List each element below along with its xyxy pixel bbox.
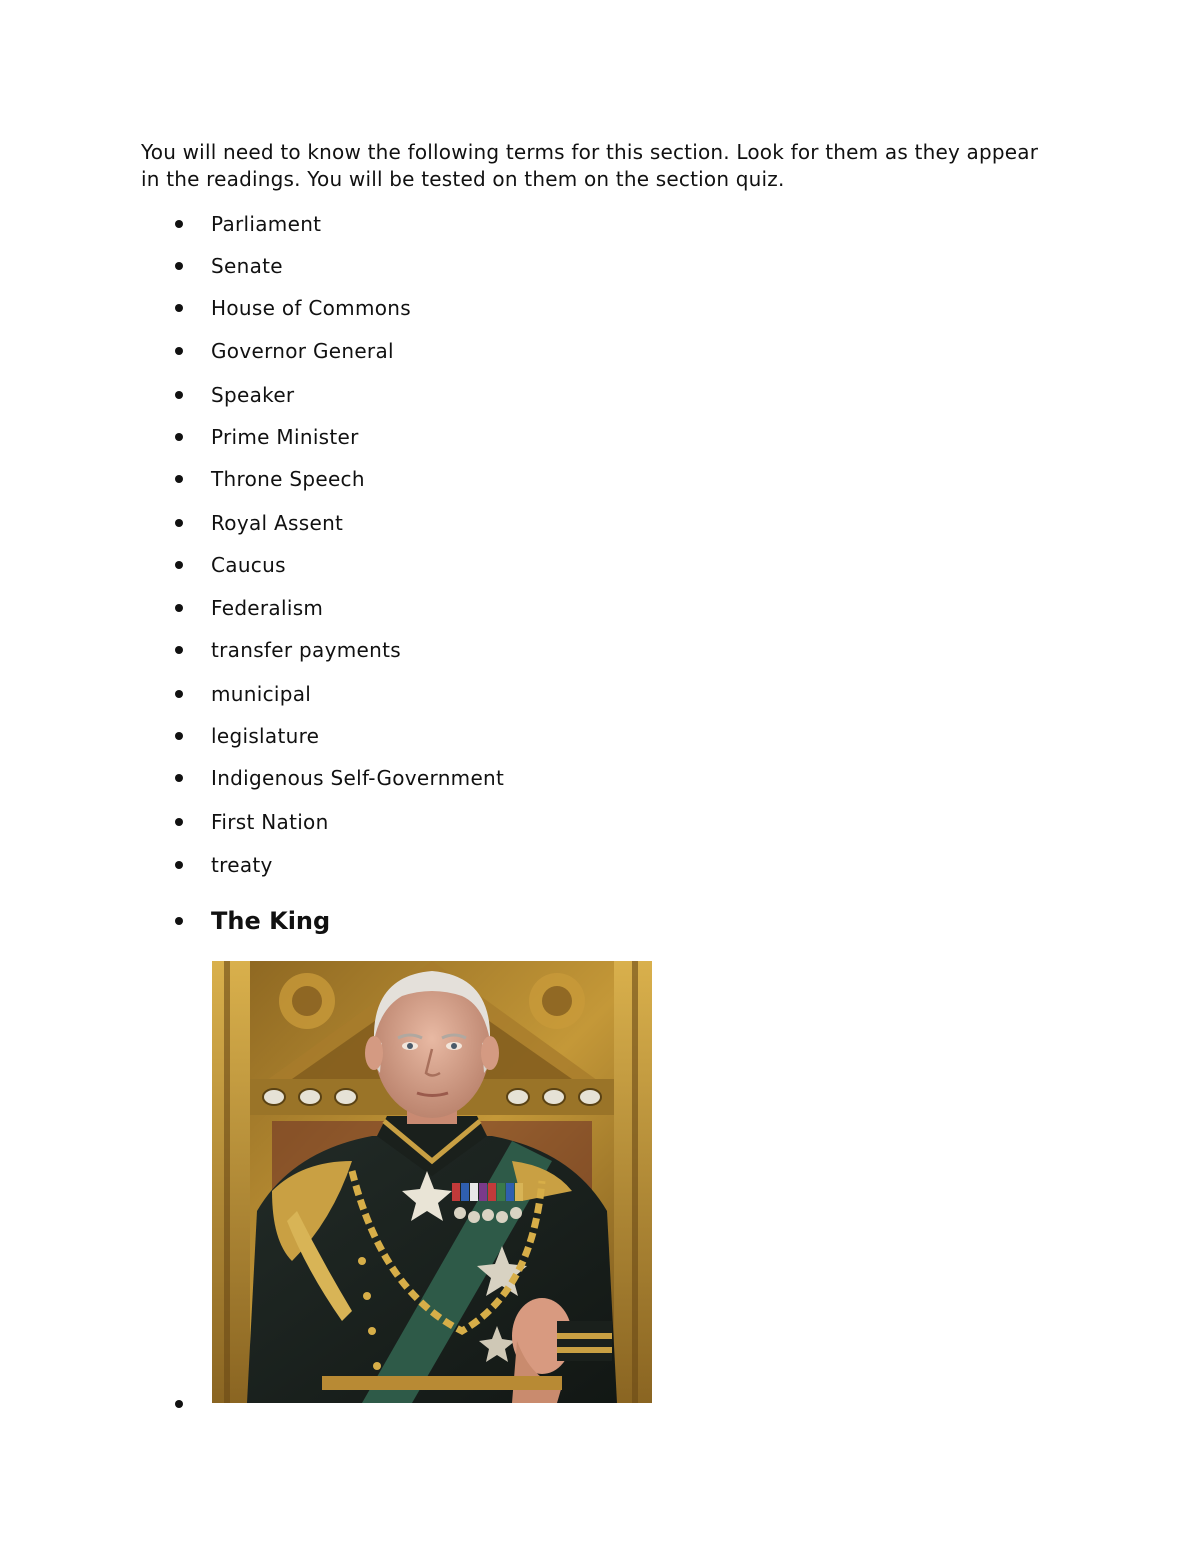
bullet-icon [175,391,183,399]
bullet-icon [175,475,183,483]
bullet-icon [175,690,183,698]
king-heading: The King [211,907,331,935]
bullet-icon [175,732,183,740]
term-label: Senate [211,254,283,278]
bullet-icon [175,262,183,270]
bullet-icon [175,818,183,826]
term-label: Parliament [211,212,322,236]
bullet-icon [175,519,183,527]
king-on-throne-photo [212,961,652,1403]
intro-paragraph: You will need to know the following terms for this section. Look for them as they appear in the readings. You will be tested on them on the section quiz. [141,140,1039,191]
term-label: First Nation [211,810,329,834]
bullet-icon [175,347,183,355]
term-label: Prime Minister [211,425,359,449]
term-label: treaty [211,853,273,877]
term-label: municipal [211,682,312,706]
term-label: Throne Speech [211,467,365,491]
bullet-icon [175,917,183,925]
bullet-icon [175,220,183,228]
bullet-icon [175,646,183,654]
bullet-icon [175,774,183,782]
bullet-icon [175,604,183,612]
bullet-icon [175,1400,183,1408]
term-label: legislature [211,724,320,748]
bullet-icon [175,861,183,869]
term-label: Governor General [211,339,394,363]
bullet-icon [175,433,183,441]
term-label: Caucus [211,553,286,577]
term-label: Indigenous Self-Government [211,766,505,790]
bullet-icon [175,561,183,569]
term-label: Federalism [211,596,324,620]
term-label: Royal Assent [211,511,344,535]
term-label: Speaker [211,383,295,407]
term-label: transfer payments [211,638,401,662]
bullet-icon [175,304,183,312]
term-label: House of Commons [211,296,411,320]
